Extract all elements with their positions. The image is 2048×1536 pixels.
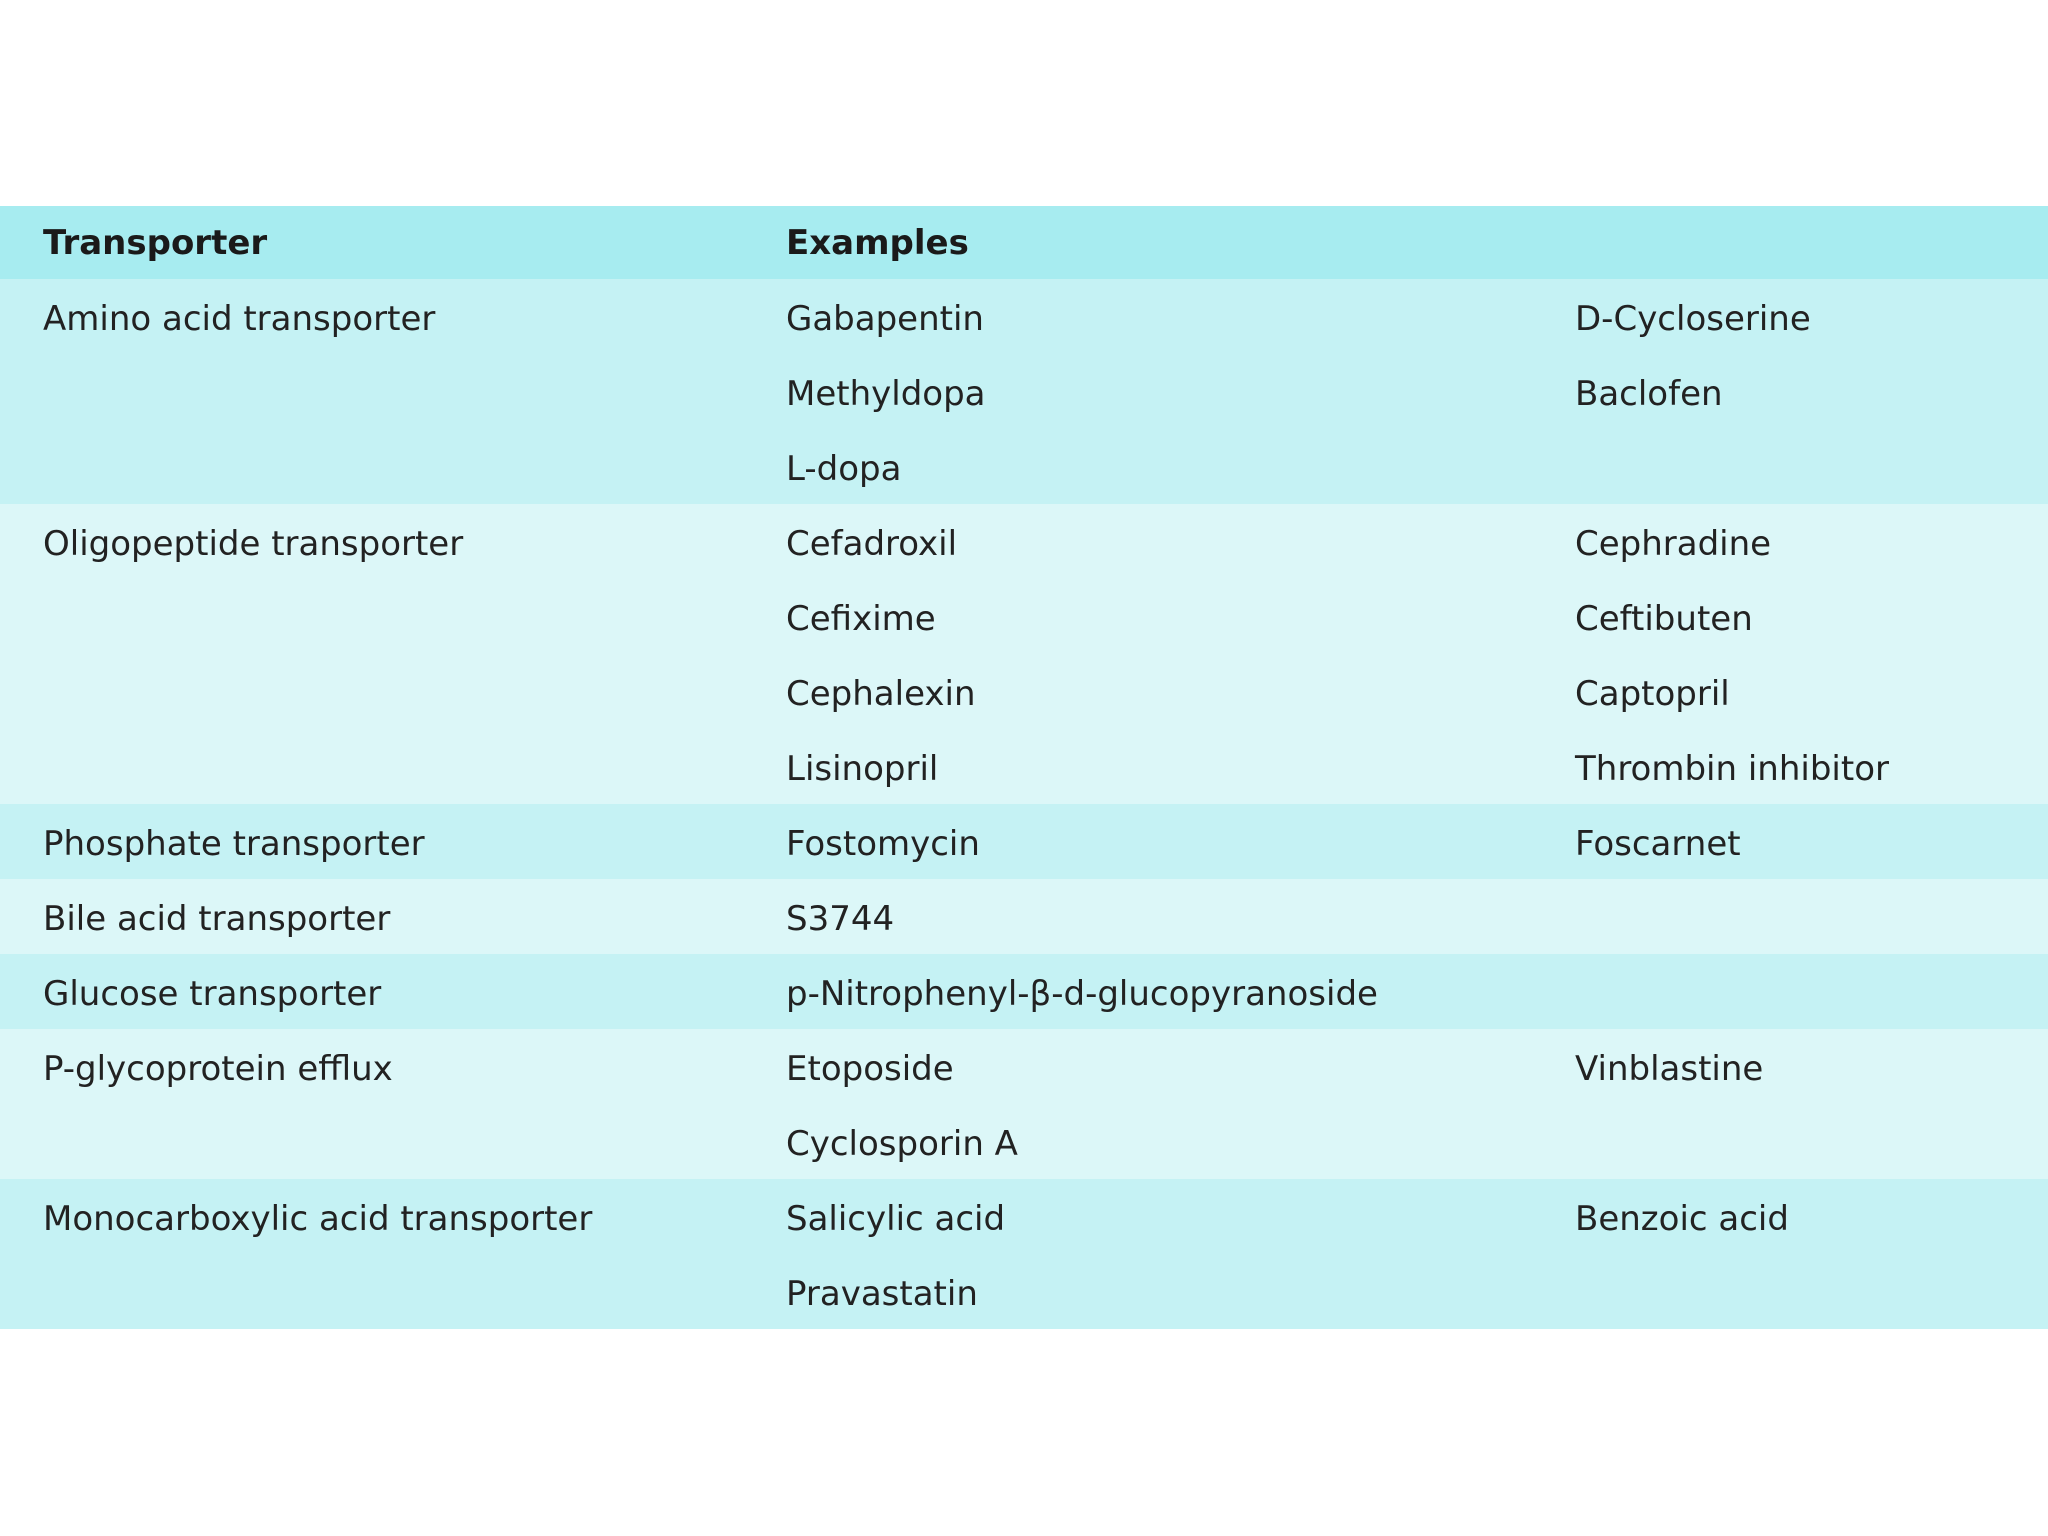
example-cell: D-Cycloserine — [1575, 299, 1811, 339]
table-row-group — [0, 804, 2048, 879]
transporter-cell: Oligopeptide transporter — [43, 524, 464, 564]
example-cell: Pravastatin — [786, 1274, 978, 1314]
table-row-group — [0, 879, 2048, 954]
transporter-cell: Amino acid transporter — [43, 299, 436, 339]
example-cell: Fostomycin — [786, 824, 980, 864]
example-cell: p-Nitrophenyl-β-d-glucopyranoside — [786, 974, 1378, 1014]
example-cell: Vinblastine — [1575, 1049, 1764, 1089]
example-cell: Lisinopril — [786, 749, 939, 789]
header-examples: Examples — [786, 223, 969, 263]
table-row-group — [0, 954, 2048, 1029]
transporter-table — [0, 206, 2048, 1329]
transporter-cell: P-glycoprotein efflux — [43, 1049, 393, 1089]
example-cell: L-dopa — [786, 449, 902, 489]
example-cell: Gabapentin — [786, 299, 984, 339]
transporter-cell: Bile acid transporter — [43, 899, 391, 939]
example-cell: Cephalexin — [786, 674, 976, 714]
transporter-cell: Monocarboxylic acid transporter — [43, 1199, 593, 1239]
example-cell: Thrombin inhibitor — [1575, 749, 1889, 789]
header-transporter: Transporter — [43, 223, 268, 263]
example-cell: Cyclosporin A — [786, 1124, 1018, 1164]
example-cell: Etoposide — [786, 1049, 954, 1089]
table-row-group — [0, 279, 2048, 504]
transporter-cell: Glucose transporter — [43, 974, 382, 1014]
example-cell: Ceftibuten — [1575, 599, 1753, 639]
example-cell: Foscarnet — [1575, 824, 1741, 864]
table-header-row — [0, 206, 2048, 279]
table-row-group — [0, 504, 2048, 804]
example-cell: Captopril — [1575, 674, 1730, 714]
transporter-cell: Phosphate transporter — [43, 824, 425, 864]
table-row-group — [0, 1029, 2048, 1179]
table-row-group — [0, 1179, 2048, 1329]
example-cell: Methyldopa — [786, 374, 986, 414]
example-cell: S3744 — [786, 899, 895, 939]
example-cell: Cephradine — [1575, 524, 1772, 564]
example-cell: Cefixime — [786, 599, 936, 639]
example-cell: Salicylic acid — [786, 1199, 1006, 1239]
example-cell: Benzoic acid — [1575, 1199, 1789, 1239]
example-cell: Baclofen — [1575, 374, 1723, 414]
example-cell: Cefadroxil — [786, 524, 958, 564]
